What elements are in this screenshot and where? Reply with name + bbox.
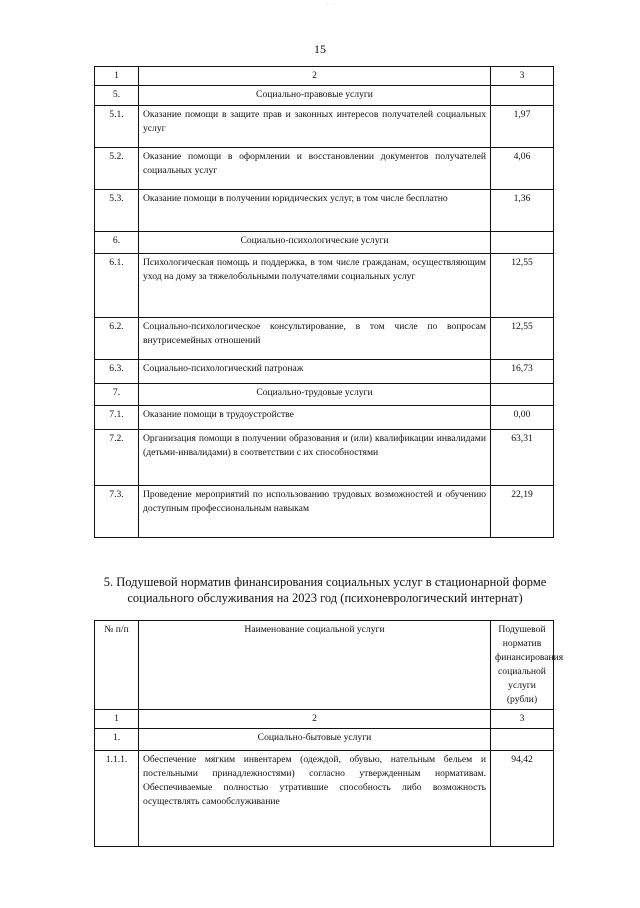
service-name: Оказание помощи в защите прав и законных интересов получателей социальных услуг bbox=[139, 106, 491, 148]
row-number: 5.2. bbox=[95, 148, 139, 190]
column-number-1: 1 bbox=[95, 710, 139, 729]
table-row bbox=[95, 751, 554, 847]
row-number: 6. bbox=[95, 232, 139, 254]
table-row bbox=[95, 106, 554, 148]
column-number-row bbox=[95, 67, 554, 86]
service-name: Социально-психологические услуги bbox=[139, 232, 491, 254]
standard-value: 16,73 bbox=[491, 360, 554, 384]
header-standard: Подушевой норматив финансирования социальной услуги (рубли) bbox=[491, 621, 554, 710]
table-row bbox=[95, 254, 554, 318]
row-number: 6.3. bbox=[95, 360, 139, 384]
column-number-row bbox=[95, 710, 554, 729]
table-row bbox=[95, 318, 554, 360]
standard-value: 12,55 bbox=[491, 254, 554, 318]
row-number: 5.1. bbox=[95, 106, 139, 148]
services-table-continued bbox=[94, 66, 554, 538]
service-name: Социально-бытовые услуги bbox=[139, 729, 491, 751]
row-number: 7.3. bbox=[95, 486, 139, 538]
standard-value: 94,42 bbox=[491, 751, 554, 847]
service-name: Психологическая помощь и поддержка, в том числе гражданам, осуществляющим уход на дому за тяжелобольными получателями социальных услуг bbox=[139, 254, 491, 318]
scan-specks: · · bbox=[326, 2, 338, 8]
service-name: Оказание помощи в получении юридических услуг, в том числе бесплатно bbox=[139, 190, 491, 232]
row-number: 1. bbox=[95, 729, 139, 751]
column-number-3: 3 bbox=[491, 710, 554, 729]
table-row bbox=[95, 430, 554, 486]
row-number: 1.1.1. bbox=[95, 751, 139, 847]
column-number-2: 2 bbox=[139, 710, 491, 729]
header-number: № п/п bbox=[95, 621, 139, 710]
section-row bbox=[95, 86, 554, 106]
service-name: Социально-психологический патронаж bbox=[139, 360, 491, 384]
standard-value bbox=[491, 86, 554, 106]
column-number-1: 1 bbox=[95, 67, 139, 86]
service-name: Организация помощи в получении образования и (или) квалификации инвалидами (детьми-инвалидами) в соответствии с их способностями bbox=[139, 430, 491, 486]
service-name: Социально-правовые услуги bbox=[139, 86, 491, 106]
standard-value: 22,19 bbox=[491, 486, 554, 538]
section-row bbox=[95, 232, 554, 254]
section-5-title: 5. Подушевой норматив финансирования социальных услуг в стационарной форме социального обслуживания на 2023 год (психоневрологический интернат) bbox=[103, 575, 547, 605]
section-row bbox=[95, 729, 554, 751]
table-header-row bbox=[95, 621, 554, 710]
row-number: 6.2. bbox=[95, 318, 139, 360]
service-name: Социально-психологическое консультирование, в том числе по вопросам внутрисемейных отношений bbox=[139, 318, 491, 360]
table-row bbox=[95, 486, 554, 538]
row-number: 7. bbox=[95, 384, 139, 406]
service-name: Оказание помощи в трудоустройстве bbox=[139, 406, 491, 430]
table-row bbox=[95, 406, 554, 430]
psychoneurological-services-table bbox=[94, 620, 564, 847]
row-number: 7.1. bbox=[95, 406, 139, 430]
row-number: 5.3. bbox=[95, 190, 139, 232]
row-number: 7.2. bbox=[95, 430, 139, 486]
service-name: Обеспечение мягким инвентарем (одеждой, обувью, нательным бельем и постельными принадлежностями) согласно утвержденным нормативам. Обеспечиваемые полностью утратившие способность либо возможность осуществлять самообслуживание bbox=[139, 751, 491, 847]
service-name: Проведение мероприятий по использованию трудовых возможностей и обучению доступным профессиональным навыкам bbox=[139, 486, 491, 538]
standard-value: 1,97 bbox=[491, 106, 554, 148]
page-number: 15 bbox=[314, 42, 326, 56]
service-name: Оказание помощи в оформлении и восстановлении документов получателей социальных услуг bbox=[139, 148, 491, 190]
standard-value bbox=[491, 232, 554, 254]
section-row bbox=[95, 384, 554, 406]
standard-value: 4,06 bbox=[491, 148, 554, 190]
standard-value bbox=[491, 384, 554, 406]
standard-value: 1,36 bbox=[491, 190, 554, 232]
service-name: Социально-трудовые услуги bbox=[139, 384, 491, 406]
standard-value: 12,55 bbox=[491, 318, 554, 360]
header-service-name: Наименование социальной услуги bbox=[139, 621, 491, 710]
table-row bbox=[95, 148, 554, 190]
row-number: 5. bbox=[95, 86, 139, 106]
column-number-3: 3 bbox=[491, 67, 554, 86]
standard-value: 63,31 bbox=[491, 430, 554, 486]
column-number-2: 2 bbox=[139, 67, 491, 86]
row-number: 6.1. bbox=[95, 254, 139, 318]
standard-value bbox=[491, 729, 554, 751]
table-row bbox=[95, 190, 554, 232]
standard-value: 0,00 bbox=[491, 406, 554, 430]
table-row bbox=[95, 360, 554, 384]
